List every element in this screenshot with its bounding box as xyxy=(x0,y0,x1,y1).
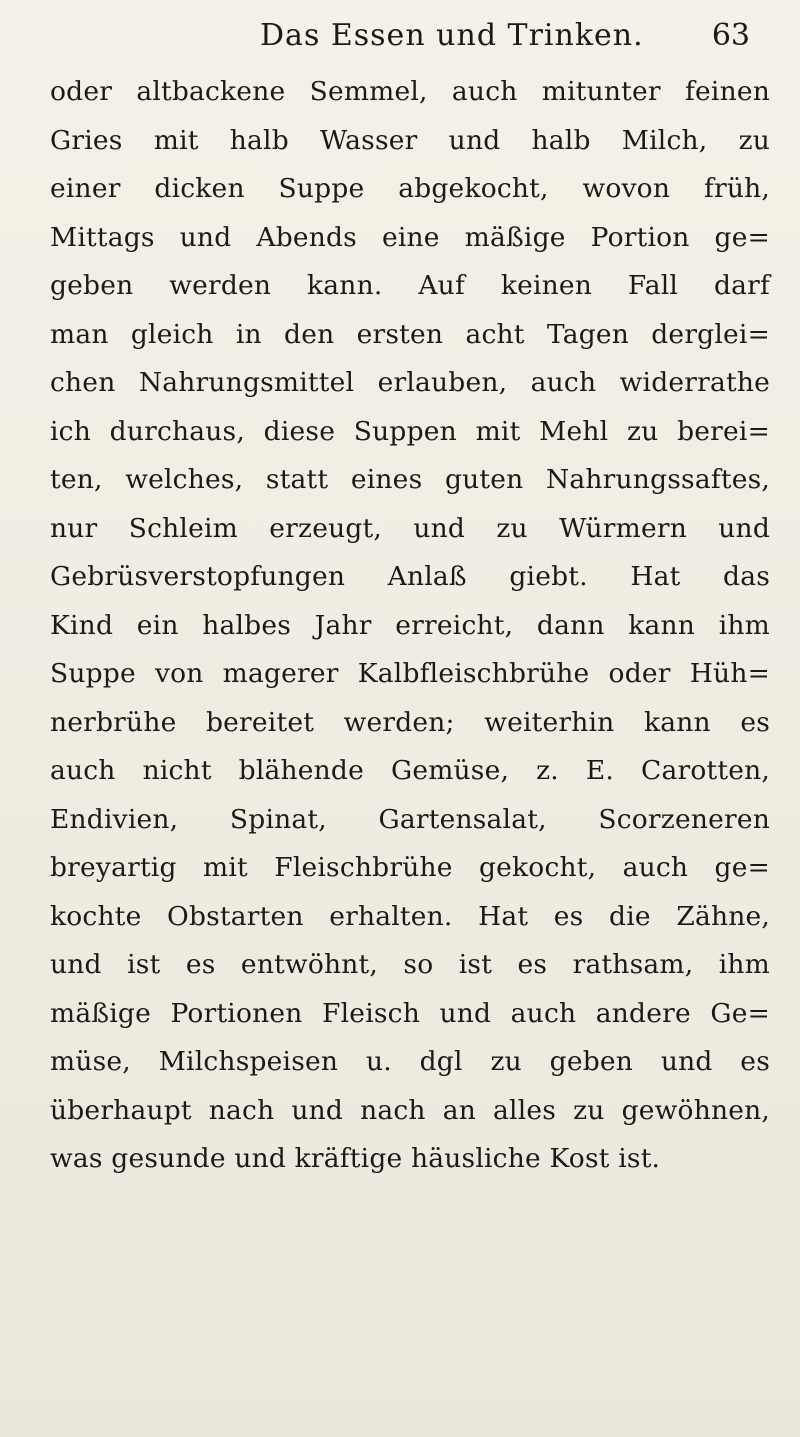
text-line: chen Nahrungsmittel erlauben, auch widerrathe xyxy=(50,367,770,398)
text-line: Gries mit halb Wasser und halb Milch, zu xyxy=(50,124,770,156)
text-line: was gesunde und kräftige häusliche Kost ist. xyxy=(50,1143,661,1174)
text-line: oder altbackene Semmel, auch mitunter feinen xyxy=(50,76,770,107)
text-line: nur Schleim erzeugt, und zu Würmern und xyxy=(50,512,770,544)
running-title: Das Essen und Trinken. xyxy=(260,18,644,53)
text-line: ten, welches, statt eines guten Nahrungssaftes, xyxy=(50,464,770,495)
text-line: auch nicht blähende Gemüse, z. E. Carotten, xyxy=(50,755,770,786)
text-line: überhaupt nach und nach an alles zu gewöhnen, xyxy=(50,1094,770,1126)
text-line: und ist es entwöhnt, so ist es rathsam, ihm xyxy=(50,949,770,980)
text-line: einer dicken Suppe abgekocht, wovon früh, xyxy=(50,173,770,204)
text-line: breyartig mit Fleischbrühe gekocht, auch ge= xyxy=(50,852,770,883)
text-line: man gleich in den ersten acht Tagen derglei= xyxy=(50,318,770,350)
text-line: mäßige Portionen Fleisch und auch andere Ge= xyxy=(50,997,770,1029)
text-line: Mittags und Abends eine mäßige Portion ge= xyxy=(50,221,770,253)
page-number: 63 xyxy=(711,18,750,53)
text-line: ich durchaus, diese Suppen mit Mehl zu berei= xyxy=(50,415,770,447)
text-line: geben werden kann. Auf keinen Fall darf xyxy=(50,270,770,301)
text-line: Suppe von magerer Kalbfleischbrühe oder Hüh= xyxy=(50,658,770,689)
body-text xyxy=(50,68,770,1184)
text-line: kochte Obstarten erhalten. Hat es die Zähne, xyxy=(50,900,770,932)
page-header xyxy=(0,14,800,62)
text-line: Gebrüsverstopfungen Anlaß giebt. Hat das xyxy=(50,561,770,592)
text-line: Kind ein halbes Jahr erreicht, dann kann ihm xyxy=(50,609,770,641)
text-line: nerbrühe bereitet werden; weiterhin kann es xyxy=(50,706,770,738)
text-line: müse, Milchspeisen u. dgl zu geben und es xyxy=(50,1046,770,1077)
text-line: Endivien, Spinat, Gartensalat, Scorzeneren xyxy=(50,803,770,835)
